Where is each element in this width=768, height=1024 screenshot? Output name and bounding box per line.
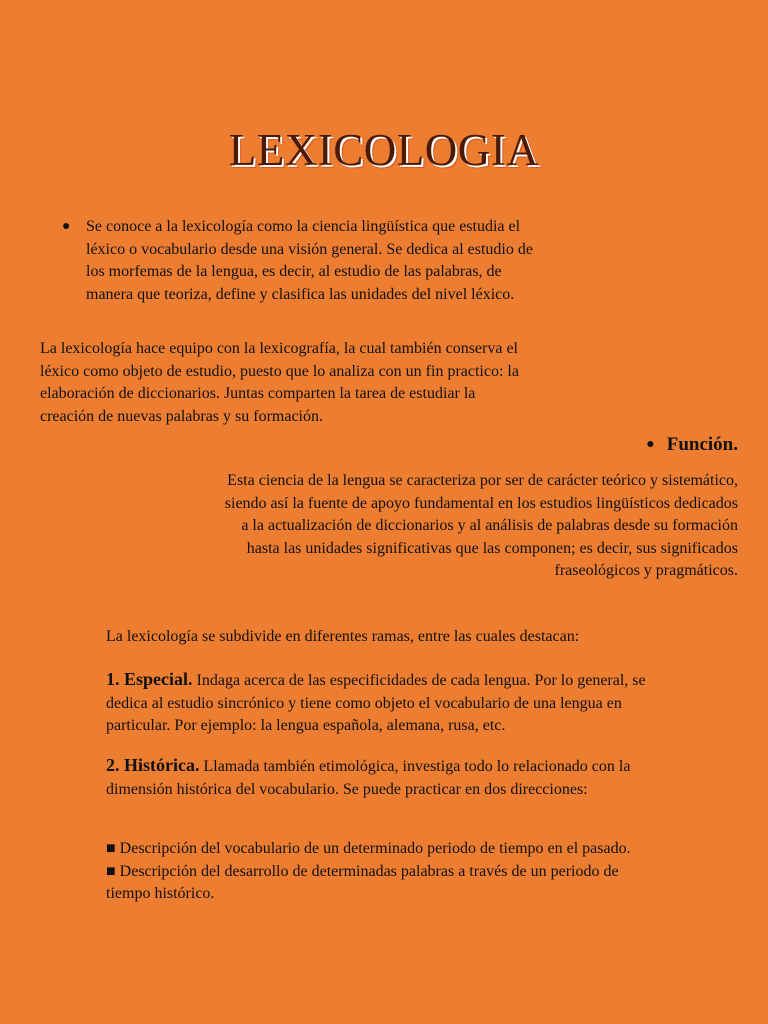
intro-bullet-text: Se conoce a la lexicología como la ciencia lingüística que estudia el léxico o vocabulario desde una visión general. Se dedica al estudio de los morfemas de la lengua, es decir, al estudio de las palabras, de manera que teoriza, define y clasifica las unidades del nivel léxico. (86, 218, 533, 303)
funcion-heading-text: Función. (666, 434, 738, 455)
page-title: LEXICOLOGIA (228, 125, 540, 175)
branch-especial (106, 668, 666, 738)
historic-items-list (106, 838, 666, 906)
lexicography-paragraph (40, 338, 530, 428)
funcion-heading (646, 434, 738, 456)
branch-text: Llamada también etimológica, investiga todo lo relacionado con la dimensión histórica del vocabulario. Se puede practicar en dos direcciones: (106, 758, 631, 798)
list-item: ■ Descripción del desarrollo de determinadas palabras a través de un periodo de tiempo histórico. (106, 862, 619, 902)
funcion-paragraph: Esta ciencia de la lengua se caracteriza por ser de carácter teórico y sistemático, siendo así la fuente de apoyo fundamental en los estudios lingüísticos dedicados a la actualización de diccionarios y al análisis de palabras desde su formación hasta las unidades significativas que las componen; es decir, sus significados fraseológicos y pragmáticos. (224, 472, 738, 579)
branch-text: Indaga acerca de las especificidades de cada lengua. Por lo general, se dedica al estudio sincrónico y tiene como objeto el vocabulario de una lengua en particular. Por ejemplo: la lengua española, alemana, rusa, etc. (106, 672, 646, 734)
list-item: ■ Descripción del vocabulario de un determinado periodo de tiempo en el pasado. (106, 840, 631, 857)
lexicography-paragraph-text: La lexicología hace equipo con la lexicografía, la cual también conserva el léxico como objeto de estudio, puesto que lo analiza con un fin practico: la elaboración de diccionarios. Juntas comparten la tarea de estudiar la creación de nuevas palabras y su formación. (40, 340, 519, 425)
intro-bullet (62, 216, 542, 306)
branch-label: 1. Especial. (106, 669, 193, 689)
branches-intro: La lexicología se subdivide en diferentes ramas, entre las cuales destacan: (106, 628, 580, 645)
branch-historica (106, 754, 666, 801)
bullet-icon: ● (646, 437, 655, 452)
branch-label: 2. Histórica. (106, 755, 200, 775)
bullet-icon: ● (62, 219, 71, 234)
